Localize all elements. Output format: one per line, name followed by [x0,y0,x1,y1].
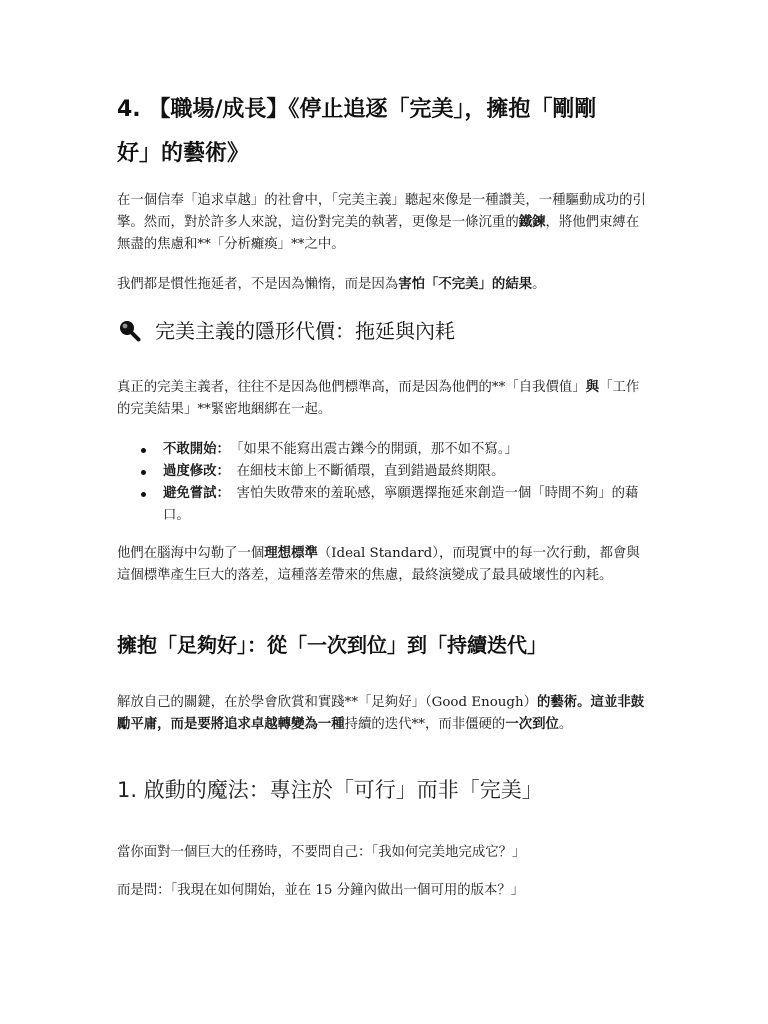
emphasis-fear: 害怕「不完美」的結果 [398,277,533,292]
intro-paragraph-1: 在一個信奉「追求卓越」的社會中，「完美主義」聽起來像是一種讚美，一種驅動成功的引擎。然而，對於許多人來說，這份對完美的執著，更像是一條沉重的鐵鍊，將他們束縛在無盡的焦慮和**「分析癱瘓」**之中。 [117,193,646,252]
list-item: 避免嘗試： 害怕失敗帶來的羞恥感，寧願選擇拖延來創造一個「時間不夠」的藉口。 [163,483,651,527]
section1-paragraph-1: 真正的完美主義者，往往不是因為他們標準高，而是因為他們的**「自我價值」與「工作的完美結果」**緊密地綑綁在一起。 [117,380,640,417]
section-heading-good-enough: 擁抱「足夠好」：從「一次到位」到「持續迭代」 [117,633,547,657]
title-line-2: 好」的藝術》 [117,141,250,166]
section-heading-hidden-cost: 完美主義的隱形代價：拖延與內耗 [117,316,651,346]
section2-paragraph-1: 解放自己的關鍵，在於學會欣賞和實踐**「足夠好」（Good Enough）的藝術。這並非鼓勵平庸，而是要將追求卓越轉變為一種持續的迭代**，而非僵硬的一次到位。 [117,695,645,732]
title-line-1: 4. 【職場/成長】《停止追逐「完美」，擁抱「剛剛 [117,97,597,122]
list-item: 不敢開始： 「如果不能寫出震古鑠今的開頭，那不如不寫。」 [163,439,651,461]
section1-paragraph-2: 他們在腦海中勾勒了一個理想標準（Ideal Standard），而現實中的每一次行動，都會與這個標準產生巨大的落差，這種落差帶來的焦慮，最終演變成了最具破壞性的內耗。 [117,546,640,583]
subsection1-paragraph-1: 當你面對一個巨大的任務時，不要問自己：「我如何完美地完成它？」 [117,845,526,860]
emphasis-ideal-standard: 理想標準 [264,546,318,561]
intro-paragraph-2: 我們都是慣性拖延者，不是因為懶惰，而是因為害怕「不完美」的結果。 [117,277,546,292]
article-title [117,88,657,176]
subsection-heading-start-magic: 1. 啟動的魔法：專注於「可行」而非「完美」 [117,778,543,802]
magnifier-icon [117,318,141,342]
perfectionism-symptoms-list [117,439,651,527]
list-item: 過度修改： 在細枝末節上不斷循環，直到錯過最終期限。 [163,461,651,483]
subsection1-paragraph-2: 而是問：「我現在如何開始，並在 15 分鐘內做出一個可用的版本？」 [117,883,525,898]
emphasis-chain: 鐵鍊 [518,215,546,230]
